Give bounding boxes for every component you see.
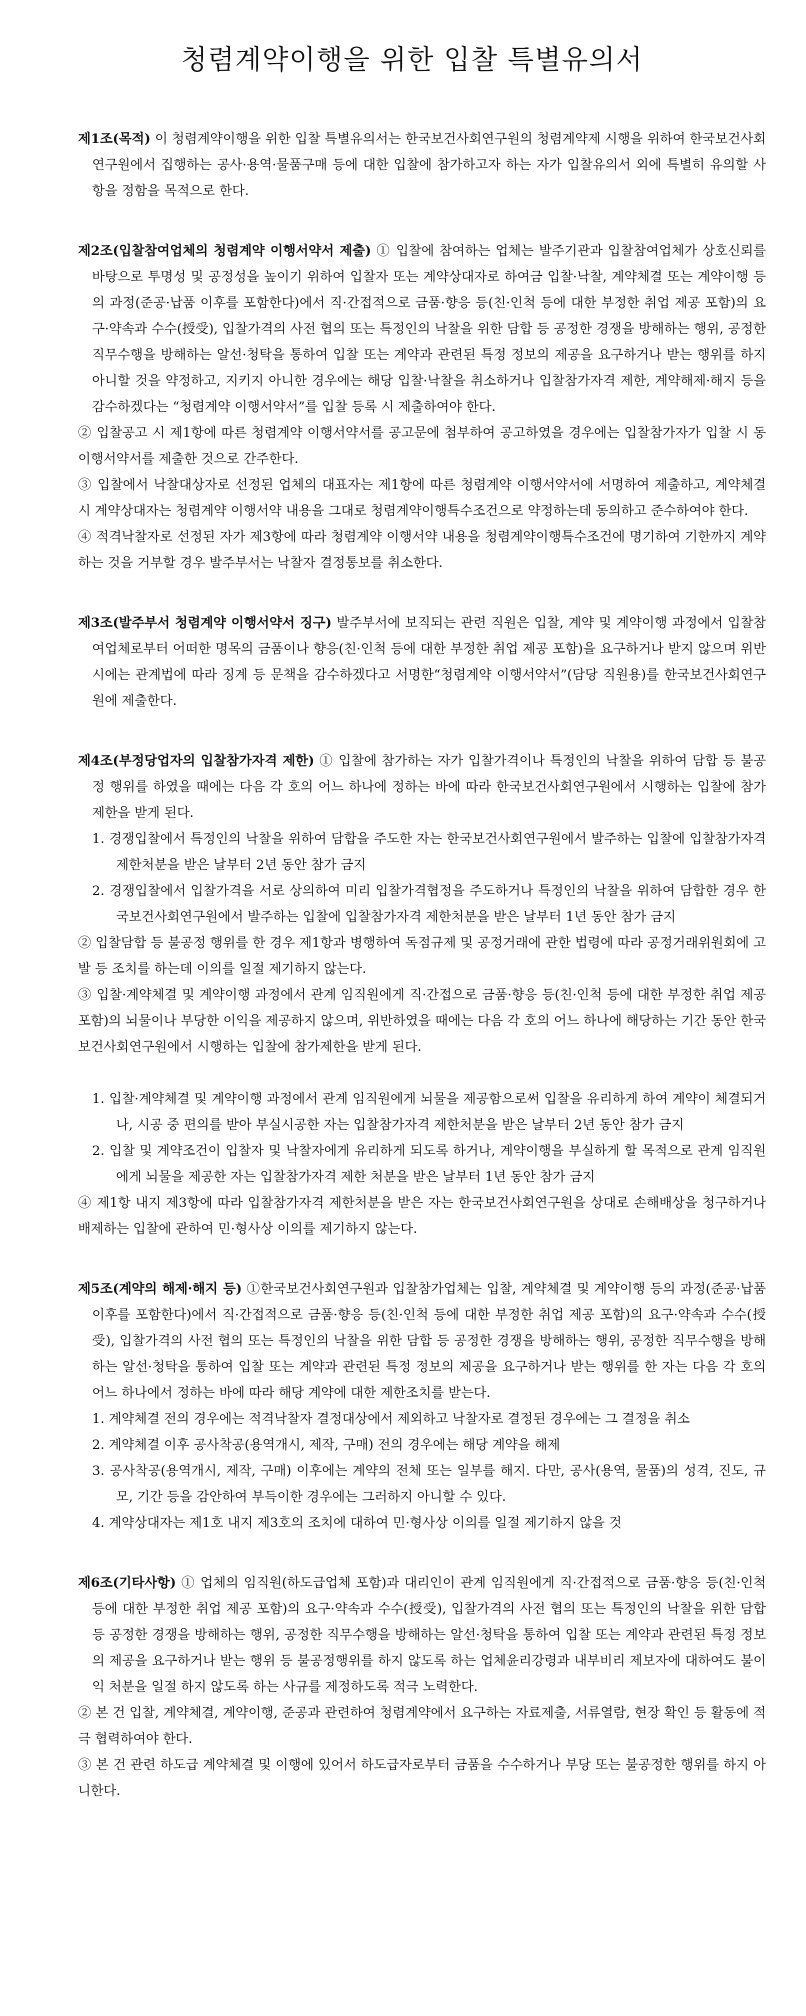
article-3-lead (78, 611, 766, 715)
article-6 (78, 1571, 766, 1805)
article-3 (78, 611, 766, 715)
article-4 (78, 749, 766, 1243)
item-list (78, 827, 766, 931)
item-list (78, 1087, 766, 1191)
document-title: 청렴계약이행을 위한 입찰 특별유의서 (180, 45, 644, 76)
article-text: 발주부서에 보직되는 관련 직원은 입찰, 계약 및 계약이행 과정에서 입찰참여업체로부터 어떠한 명목의 금품이나 향응(친·인척 등에 대한 부정한 취업 제공 포함)을 요구하거나 받지 않으며 위반 시에는 관계법에 따라 징계 등 문책을 감수하겠다고 서명한“청렴계약 이행서약서”(담당 직원용)를 한국보건사회연구원에 제출한다. (92, 616, 767, 709)
article-heading: 제6조(기타사항) (78, 1576, 177, 1591)
article-heading: 제1조(목적) (78, 132, 151, 147)
spacer (78, 1061, 766, 1087)
article-text: ①한국보건사회연구원과 입찰참가업체는 입찰, 계약체결 및 계약이행 등의 과정(준공·납품 이후를 포함한다)에서 직·간접적으로 금품·향응 등(친·인척 등에 대한 부정한 취업 제공 포함)의 요구·약속과 수수(授受), 입찰가격의 사전 협의 또는 특정인의 낙찰을 위한 담합 등 공정한 경쟁을 방해하는 행위, 공정한 직무수행을 방해하는 알선·청탁을 통하여 입찰 또는 계약과 관련된 특정 정보의 제공을 요구하거나 받는 행위를 한 자는 다음 각 호의 어느 하나에서 정하는 바에 따라 해당 계약에 대한 제한조치를 받는다. (92, 1282, 766, 1401)
article-heading: 제3조(발주부서 청렴계약 이행서약서 징구) (78, 616, 332, 631)
article-5-lead (78, 1277, 766, 1407)
article-6-lead (78, 1571, 766, 1701)
list-item: 2. 경쟁입찰에서 입찰가격을 서로 상의하여 미리 입찰가격협정을 주도하거나 특정인의 낙찰을 위하여 담합한 경우 한국보건사회연구원에서 발주하는 입찰에 입찰참가자격 제한처분을 받은 날부터 1년 동안 참가 금지 (92, 884, 766, 925)
article-text: ① 입찰에 참여하는 업체는 발주기관과 입찰참여업체가 상호신뢰를 바탕으로 투명성 및 공정성을 높이기 위하여 입찰자 또는 계약상대자로 하여금 입찰·낙찰, 계약체결 또는 계약이행 등의 과정(준공·납품 이후를 포함한다)에서 직·간접적으로 금품·향응 등(친·인척 등에 대한 부정한 취업 제공 포함)의 요구·약속과 수수(授受), 입찰가격의 사전 협의 또는 특정인의 낙찰을 위한 담합 등 공정한 경쟁을 방해하는 행위, 공정한 직무수행을 방해하는 알선·청탁을 통하여 입찰 또는 계약과 관련된 특정 정보의 제공을 요구하거나 받는 행위를 하지 아니할 것을 약정하고, 지키지 아니한 경우에는 해당 입찰·낙찰을 취소하거나 입찰참가자격 제한, 계약해제·해지 등을 감수하겠다는 “청렴계약 이행서약서”를 입찰 등록 시 제출하여야 한다. (92, 244, 766, 415)
list-item: 3. 공사착공(용역개시, 제작, 구매) 이후에는 계약의 전체 또는 일부를 해지. 다만, 공사(용역, 물품)의 성격, 진도, 규모, 기간 등을 감안하여 부득이한 경우에는 그러하지 아니할 수 있다. (92, 1464, 766, 1505)
paragraph: ④ 제1항 내지 제3항에 따라 입찰참가자격 제한처분을 받은 자는 한국보건사회연구원을 상대로 손해배상을 청구하거나 배제하는 입찰에 관하여 민·형사상 이의를 제기하지 않는다. (78, 1196, 766, 1237)
article-2-lead (78, 239, 766, 421)
paragraph: ② 입찰담합 등 불공정 행위를 한 경우 제1항과 병행하여 독점규제 및 공정거래에 관한 법령에 따라 공정거래위원회에 고발 등 조치를 하는데 이의를 일절 제기하지 않는다. (78, 936, 766, 977)
article-heading: 제5조(계약의 해제·해지 등) (78, 1282, 242, 1297)
paragraph: ③ 본 건 관련 하도급 계약체결 및 이행에 있어서 하도급자로부터 금품을 수수하거나 부당 또는 불공정한 행위를 하지 아니한다. (78, 1758, 766, 1799)
article-text: ① 입찰에 참가하는 자가 입찰가격이나 특정인의 낙찰을 위하여 담합 등 불공정 행위를 하였을 때에는 다음 각 호의 어느 하나에 정하는 바에 따라 한국보건사회연구원에서 시행하는 입찰에 참가제한을 받게 된다. (92, 754, 766, 821)
list-item: 2. 입찰 및 계약조건이 입찰자 및 낙찰자에게 유리하게 되도록 하거나, 계약이행을 부실하게 할 목적으로 관계 임직원에게 뇌물을 제공한 자는 입찰참가자격 제한 처분을 받은 날부터 1년 동안 참가 금지 (92, 1144, 766, 1185)
article-text: 이 청렴계약이행을 위한 입찰 특별유의서는 한국보건사회연구원의 청렴계약제 시행을 위하여 한국보건사회연구원에서 집행하는 공사·용역·물품구매 등에 대한 입찰에 참가하고자 하는 자가 입찰유의서 외에 특별히 유의할 사항을 정함을 목적으로 한다. (92, 132, 766, 199)
article-text: ① 업체의 임직원(하도급업체 포함)과 대리인이 관계 임직원에게 직·간접적으로 금품·향응 등(친·인척 등에 대한 부정한 취업 제공 포함)의 요구·약속과 수수(授受), 입찰가격의 사전 협의 또는 특정인의 낙찰을 위한 담합 등 공정한 경쟁을 방해하는 행위, 공정한 직무수행을 방해하는 알선·청탁을 통하여 입찰 또는 계약과 관련된 특정 정보의 제공을 요구하거나 받는 행위 등 불공정행위를 하지 않도록 하는 업체윤리강령과 내부비리 제보자에 대하여도 불이익 처분을 일절 하지 않도록 하는 사규를 제정하도록 적극 노력한다. (92, 1576, 766, 1695)
list-item: 1. 계약체결 전의 경우에는 적격낙찰자 결정대상에서 제외하고 낙찰자로 결정된 경우에는 그 결정을 취소 (92, 1412, 690, 1427)
list-item: 2. 계약체결 이후 공사착공(용역개시, 제작, 구매) 전의 경우에는 해당 계약을 해제 (92, 1438, 561, 1453)
article-4-lead (78, 749, 766, 827)
article-1-lead (78, 127, 766, 205)
article-heading: 제2조(입찰참여업체의 청렴계약 이행서약서 제출) (78, 244, 372, 259)
paragraph: ③ 입찰에서 낙찰대상자로 선정된 업체의 대표자는 제1항에 따른 청렴계약 이행서약서에 서명하여 제출하고, 계약체결 시 계약상대자는 청렴계약 이행서약 내용을 그대로 청렴계약이행특수조건으로 약정하는데 동의하고 준수하여야 한다. (78, 478, 766, 519)
list-item: 1. 입찰·계약체결 및 계약이행 과정에서 관계 임직원에게 뇌물을 제공함으로써 입찰을 유리하게 하여 계약이 체결되거나, 시공 중 편의를 받아 부실시공한 자는 입찰참가자격 제한처분을 받은 날부터 2년 동안 참가 금지 (92, 1092, 766, 1133)
paragraph: ② 입찰공고 시 제1항에 따른 청렴계약 이행서약서를 공고문에 첨부하여 공고하였을 경우에는 입찰참가자가 입찰 시 동 이행서약서를 제출한 것으로 간주한다. (78, 426, 766, 467)
article-2 (78, 239, 766, 577)
item-list (78, 1407, 766, 1537)
paragraph: ④ 적격낙찰자로 선정된 자가 제3항에 따라 청렴계약 이행서약 내용을 청렴계약이행특수조건에 명기하여 기한까지 계약하는 것을 거부할 경우 발주부서는 낙찰자 결정통보를 취소한다. (78, 530, 766, 571)
paragraph: ③ 입찰·계약체결 및 계약이행 과정에서 관계 임직원에게 직·간접으로 금품·향응 등(친·인척 등에 대한 부정한 취업 제공 포함)의 뇌물이나 부당한 이익을 제공하지 않으며, 위반하였을 때에는 다음 각 호의 어느 하나에 해당하는 기간 동안 한국보건사회연구원에서 시행하는 입찰에 참가제한을 받게 된다. (78, 988, 766, 1055)
list-item: 1. 경쟁입찰에서 특정인의 낙찰을 위하여 담합을 주도한 자는 한국보건사회연구원에서 발주하는 입찰에 입찰참가자격 제한처분을 받은 날부터 2년 동안 참가 금지 (92, 832, 766, 873)
article-heading: 제4조(부정당업자의 입찰참가자격 제한) (78, 754, 315, 769)
article-5 (78, 1277, 766, 1537)
list-item: 4. 계약상대자는 제1호 내지 제3호의 조치에 대하여 민·형사상 이의를 일절 제기하지 않을 것 (92, 1516, 622, 1531)
article-1 (78, 127, 766, 205)
paragraph: ② 본 건 입찰, 계약체결, 계약이행, 준공과 관련하여 청렴계약에서 요구하는 자료제출, 서류열람, 현장 확인 등 활동에 적극 협력하여야 한다. (78, 1706, 766, 1747)
